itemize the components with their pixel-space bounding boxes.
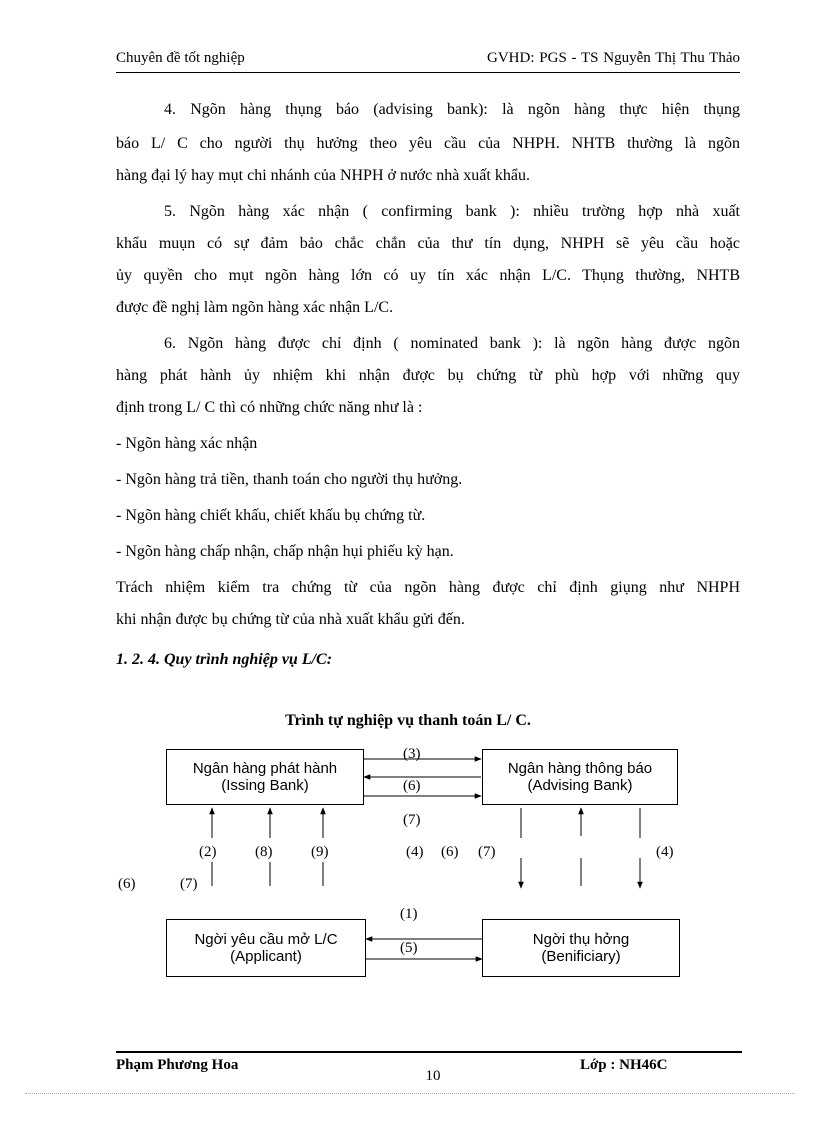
beneficiary-box	[482, 919, 680, 977]
footer-author: Phạm Phương Hoa	[116, 1057, 239, 1073]
beneficiary-name: Ngời thụ hởng	[532, 931, 630, 948]
beneficiary-en: (Benificiary)	[541, 948, 621, 965]
label-9: (9)	[311, 844, 329, 860]
label-5: (5)	[400, 940, 418, 956]
advising-bank-box	[482, 749, 678, 805]
footer-class: Lớp : NH46C	[580, 1057, 668, 1073]
bullet-2: - Ngõn hàng trả tiền, thanh toán cho người thụ hưởng.	[116, 471, 463, 488]
label-3: (3)	[403, 746, 421, 762]
applicant-box	[166, 919, 366, 977]
page-bottom-edge	[25, 1093, 795, 1094]
label-4-mid: (4)	[406, 844, 424, 860]
p5-line-3: ủy quyền cho mụt ngõn hàng lớn có uy tín xác nhận L/C. Thụng thường, NHTB	[116, 267, 740, 284]
issuing-bank-en: (Issing Bank)	[221, 777, 309, 794]
bullet-1: - Ngõn hàng xác nhận	[116, 435, 258, 452]
label-8: (8)	[255, 844, 273, 860]
resp-line-2: khi nhận được bụ chứng từ của nhà xuất khẩu gửi đến.	[116, 611, 465, 628]
advising-bank-en: (Advising Bank)	[527, 777, 633, 794]
applicant-name: Ngời yêu cầu mở L/C	[194, 931, 338, 948]
footer-divider	[116, 1051, 742, 1053]
bullet-3: - Ngõn hàng chiết khấu, chiết khấu bụ chứng từ.	[116, 507, 426, 524]
bullet-4: - Ngõn hàng chấp nhận, chấp nhận hụi phiếu kỳ hạn.	[116, 543, 454, 560]
p5-line-1: 5. Ngõn hàng xác nhận ( confirming bank ): nhiều trường hợp nhà xuất	[164, 203, 740, 220]
issuing-bank-box	[166, 749, 364, 805]
applicant-en: (Applicant)	[230, 948, 302, 965]
p4-line-1: 4. Ngõn hàng thụng báo (advising bank): là ngõn hàng thực hiện thụng	[164, 101, 740, 118]
p4-line-2: báo L/ C cho người thụ hưởng theo yêu cầu của NHPH. NHTB thường là ngõn	[116, 135, 740, 152]
header-left: Chuyên đề tốt nghiệp	[116, 50, 245, 66]
section-heading: 1. 2. 4. Quy trình nghiệp vụ L/C:	[116, 651, 333, 668]
label-7-mid: (7)	[478, 844, 496, 860]
label-6-mid: (6)	[441, 844, 459, 860]
p5-line-2: khẩu muụn có sự đảm bảo chắc chắn của thư tín dụng, NHPH sẽ yêu cầu hoặc	[116, 235, 740, 252]
label-4-right: (4)	[656, 844, 674, 860]
page-number: 10	[425, 1068, 441, 1084]
label-6-left: (6)	[118, 876, 136, 892]
diagram-title: Trình tự nghiệp vụ thanh toán L/ C.	[285, 712, 531, 729]
p5-line-4: được đề nghị làm ngõn hàng xác nhận L/C.	[116, 299, 394, 316]
p6-line-2: hàng phát hành ủy nhiệm khi nhận được bụ chứng từ phù hợp với những quy	[116, 367, 740, 384]
label-7-top: (7)	[403, 812, 421, 828]
label-1: (1)	[400, 906, 418, 922]
advising-bank-name: Ngân hàng thông báo	[507, 760, 653, 777]
issuing-bank-name: Ngân hàng phát hành	[192, 760, 338, 777]
p4-line-3: hàng đại lý hay mụt chi nhánh của NHPH ở nước nhà xuất khẩu.	[116, 167, 530, 184]
resp-line-1: Trách nhiệm kiểm tra chứng từ của ngõn hàng được chỉ định giụng như NHPH	[116, 579, 740, 596]
p6-line-3: định trong L/ C thì có những chức năng như là :	[116, 399, 423, 416]
label-2: (2)	[199, 844, 217, 860]
label-6-top: (6)	[403, 778, 421, 794]
header-right: GVHD: PGS - TS Nguyễn Thị Thu Thảo	[487, 50, 740, 66]
p6-line-1: 6. Ngõn hàng được chỉ định ( nominated bank ): là ngõn hàng được ngõn	[164, 335, 740, 352]
label-7-left: (7)	[180, 876, 198, 892]
